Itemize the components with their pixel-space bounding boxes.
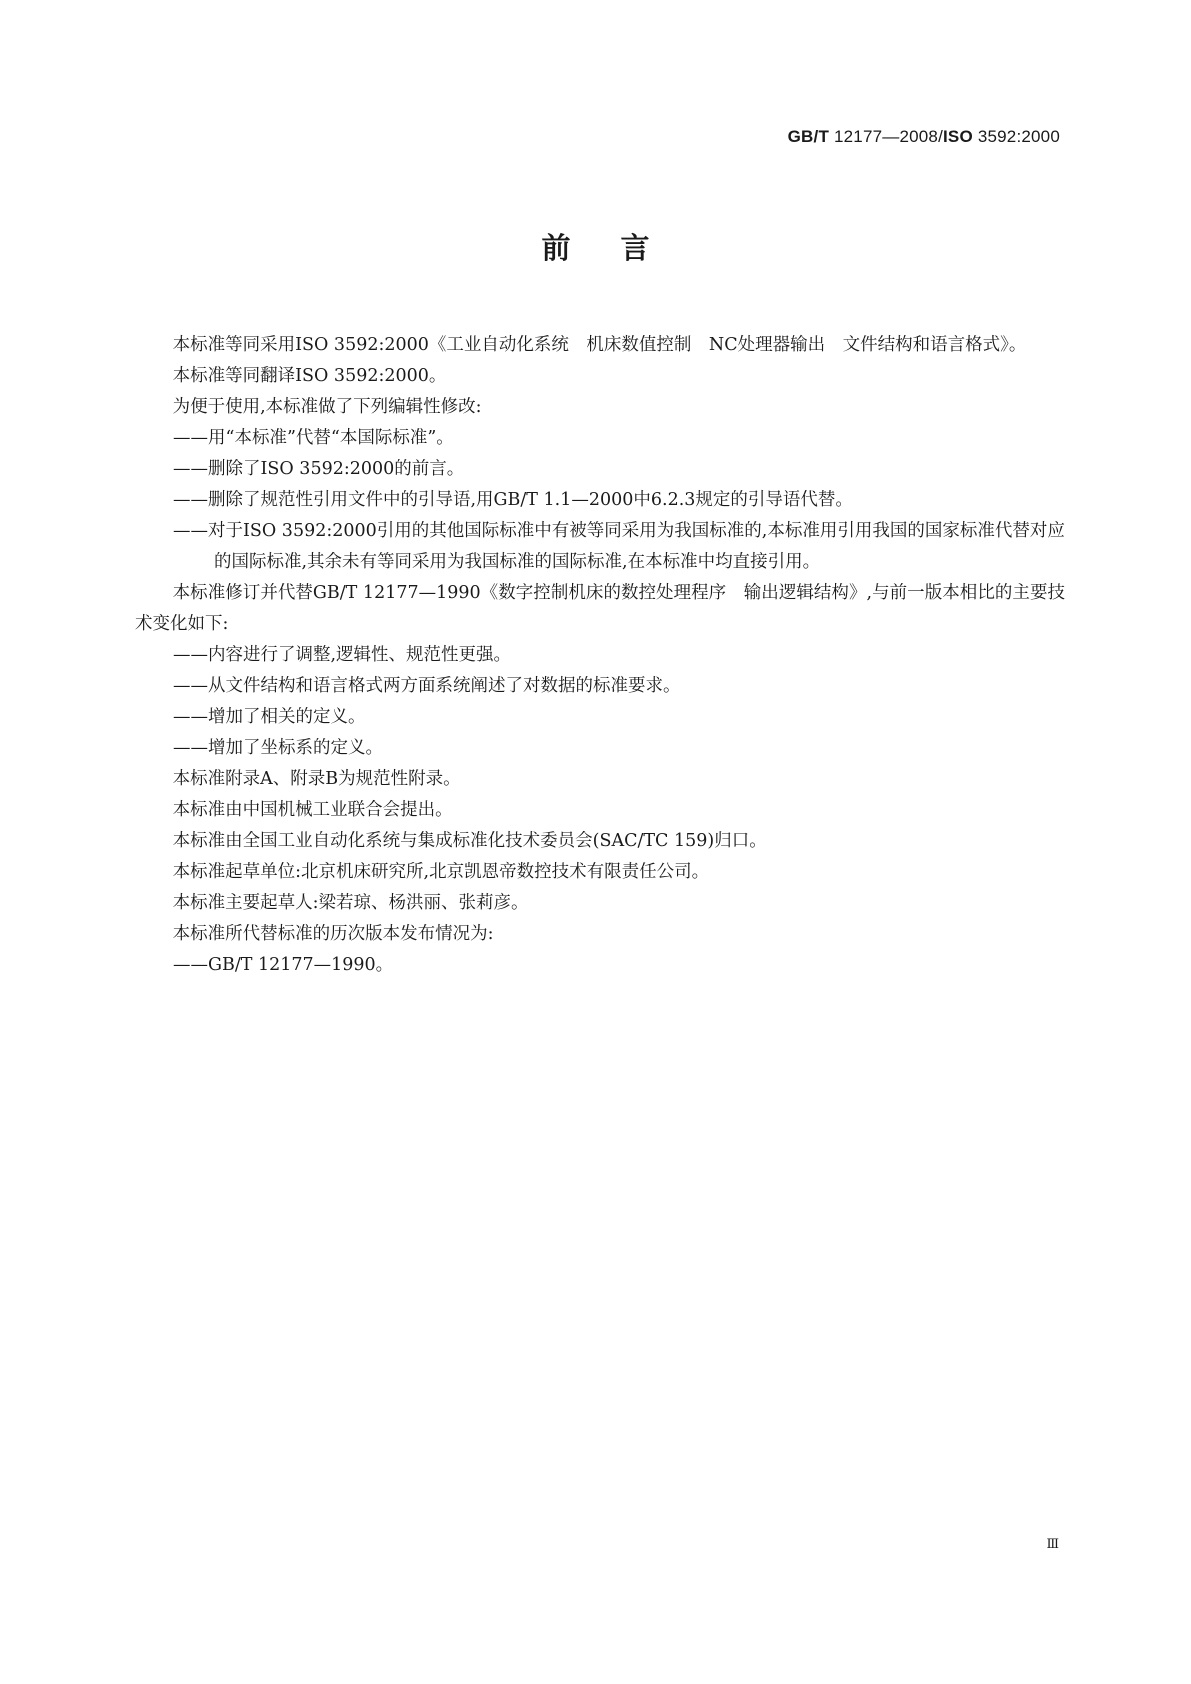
paragraph: 本标准起草单位:北京机床研究所,北京凯恩帝数控技术有限责任公司。 bbox=[172, 862, 710, 882]
paragraph: 本标准由中国机械工业联合会提出。 bbox=[172, 800, 453, 820]
paragraph: 本标准等同采用ISO 3592:2000《工业自动化系统 机床数值控制 NC处理器输出 文件结构和语言格式》。 bbox=[172, 335, 1027, 355]
standard-code bbox=[788, 127, 1060, 147]
standard-code-iso-number: 3592:2000 bbox=[977, 127, 1060, 146]
paragraph: 本标准由全国工业自动化系统与集成标准化技术委员会(SAC/TC 159)归口。 bbox=[172, 831, 767, 851]
list-item: ——对于ISO 3592:2000引用的其他国际标准中有被等同采用为我国标准的,本标准用引用我国的国家标准代替对应的国际标准,其余未有等同采用为我国标准的国际标准,在本标准中均直接引用。 bbox=[173, 521, 1065, 572]
list-item: ——删除了规范性引用文件中的引导语,用GB/T 1.1—2000中6.2.3规定的引导语代替。 bbox=[173, 490, 853, 510]
list-item: ——用“本标准”代替“本国际标准”。 bbox=[173, 428, 454, 448]
standard-code-gb: GB/T bbox=[787, 127, 830, 146]
list-item: ——增加了坐标系的定义。 bbox=[173, 738, 383, 758]
paragraph: 为便于使用,本标准做了下列编辑性修改: bbox=[172, 397, 482, 417]
paragraph: 本标准主要起草人:梁若琼、杨洪丽、张莉彦。 bbox=[172, 893, 529, 913]
standard-code-number: 12177—2008/ bbox=[833, 127, 943, 146]
list-item: ——内容进行了调整,逻辑性、规范性更强。 bbox=[173, 645, 512, 665]
list-item: ——GB/T 12177—1990。 bbox=[173, 955, 394, 975]
list-item: ——从文件结构和语言格式两方面系统阐述了对数据的标准要求。 bbox=[173, 676, 681, 696]
paragraph: 本标准附录A、附录B为规范性附录。 bbox=[172, 769, 461, 789]
list-item: ——增加了相关的定义。 bbox=[173, 707, 366, 727]
foreword-body bbox=[135, 330, 1065, 981]
page-number: Ⅲ bbox=[1046, 1537, 1058, 1552]
page-title: 前言 bbox=[541, 231, 700, 265]
paragraph: 本标准修订并代替GB/T 12177—1990《数字控制机床的数控处理程序 输出逻辑结构》,与前一版本相比的主要技术变化如下: bbox=[135, 583, 1065, 634]
list-item: ——删除了ISO 3592:2000的前言。 bbox=[173, 459, 465, 479]
paragraph: 本标准所代替标准的历次版本发布情况为: bbox=[172, 924, 494, 944]
standard-code-iso: ISO bbox=[943, 127, 973, 146]
paragraph: 本标准等同翻译ISO 3592:2000。 bbox=[172, 366, 447, 386]
